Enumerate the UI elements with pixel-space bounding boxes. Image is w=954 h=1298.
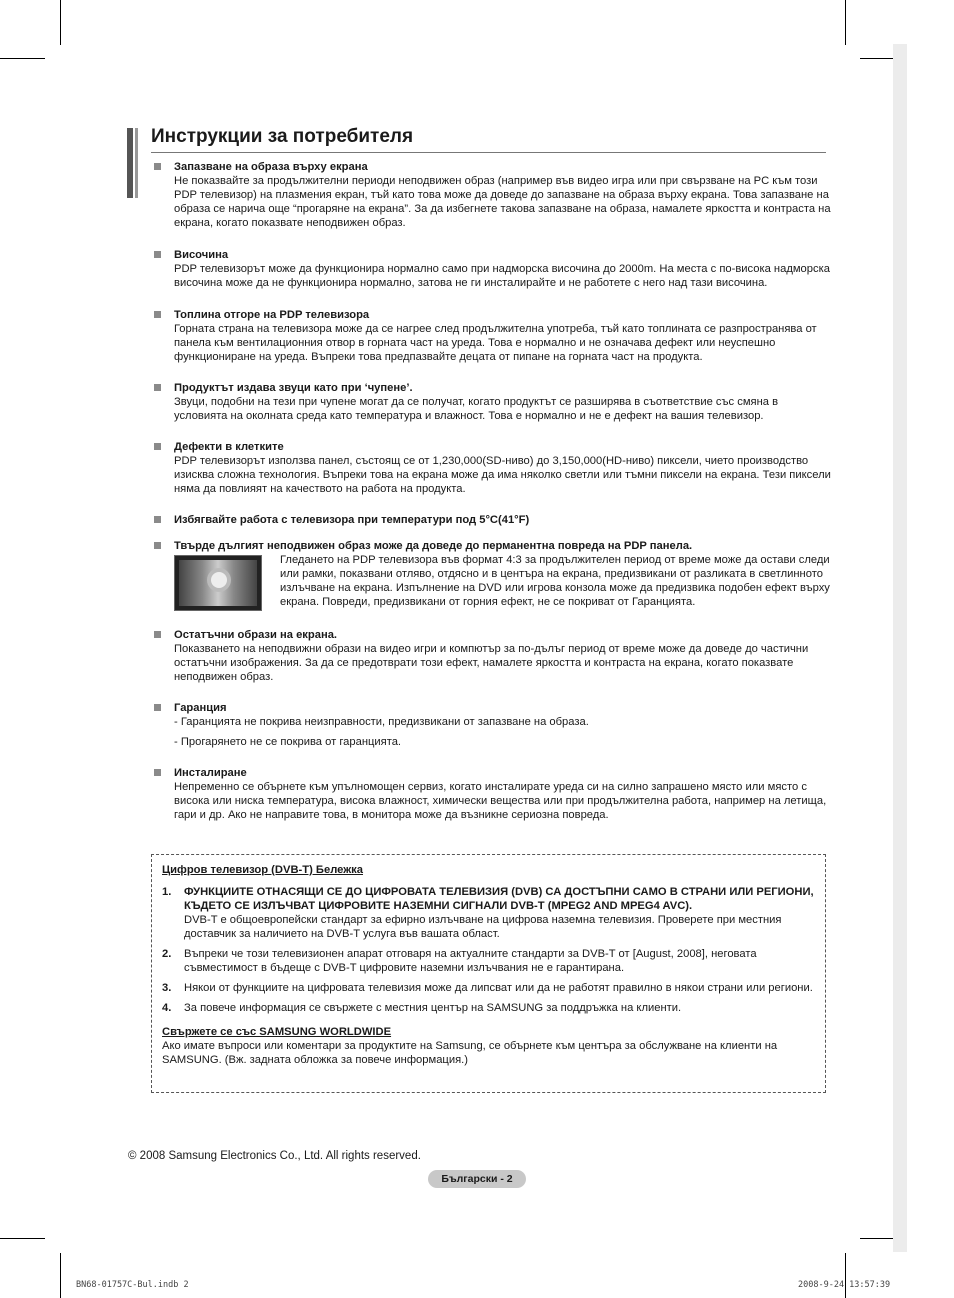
square-bullet-icon <box>154 542 161 549</box>
section-title: Височина <box>174 249 229 261</box>
section-title: Остатъчни образи на екрана. <box>174 629 338 641</box>
section-body: Горната страна на телевизора може да се нагрее след продължителна употреба, тъй като топлината се разпространява от панела към вентилационния отвор в горната част на уреда. Това е нормално и не означава дефект или неуспешно функциониране на уреда. Въпреки това предпазвайте децата от пипане на горната част на продукта. <box>174 323 817 363</box>
section-cell-defects <box>151 440 831 496</box>
crop-mark <box>0 1238 45 1239</box>
section-installation <box>151 766 831 822</box>
note-title: Цифров телевизор (DVB-T) Бележка <box>162 864 363 876</box>
section-cracking-noise <box>151 381 831 423</box>
static-image-block <box>174 553 831 611</box>
note-item-text: Въпреки че този телевизионен апарат отговаря на актуалните стандарти за DVB-T от [August, 2008], неговата съвместимост в бъдеще с DVB-T цифровите наземни излъчвания не е гарантирана. <box>184 948 757 974</box>
print-file-label: BN68-01757C-Bul.indb 2 <box>76 1280 189 1290</box>
note-item-heading: ФУНКЦИИТЕ ОТНАСЯЩИ СЕ ДО ЦИФРОВАТА ТЕЛЕВИЗИЯ (DVB) СА ДОСТЪПНИ САМО В СТРАНИ ИЛИ РЕГИОНИ, КЪДЕТО СЕ ИЗЛЪЧВАТ ЦИФРОВИТЕ НАЗЕМНИ СИГНАЛИ DVB-T (MPEG2 AND MPEG4 AVC). <box>184 886 814 912</box>
instructions-content <box>151 160 831 822</box>
section-title: Запазване на образа върху екрана <box>174 161 368 173</box>
note-item-text: DVB-T е общоевропейски стандарт за ефирно излъчване на цифрова наземна телевизия. Проверете при местния доставчик за наличието на DVB-T услуга във вашата област. <box>184 914 782 940</box>
warranty-line: - Прогарянето не се покрива от гаранцията. <box>174 736 402 748</box>
square-bullet-icon <box>154 384 161 391</box>
note-item <box>162 1001 815 1015</box>
crop-mark <box>60 0 61 45</box>
note-item-number: 1. <box>162 886 172 898</box>
section-altitude <box>151 248 831 290</box>
title-accent-bar <box>127 128 133 198</box>
section-body: Показването на неподвижни образи на видео игри и компютър за по-дълъг период от време може да доведе до частични остатъчни изображения. За да се предотврати този ефект, намалете яркостта и контраста на екрана, когато показвате неподвижен образ. <box>174 643 809 683</box>
copyright-text: © 2008 Samsung Electronics Co., Ltd. All rights reserved. <box>128 1150 421 1162</box>
contact-text: Ако имате въпроси или коментари за продуктите на Samsung, се обърнете към центъра за обслужване на клиенти на SAMSUNG. (Вж. задната обложка за повече информация.) <box>162 1040 778 1066</box>
note-item <box>162 885 815 941</box>
section-heat <box>151 308 831 364</box>
print-timestamp: 2008-9-24 13:57:39 <box>798 1280 891 1290</box>
square-bullet-icon <box>154 516 161 523</box>
section-temperature <box>151 513 831 527</box>
warranty-line: - Гаранцията не покрива неизправности, предизвикани от запазване на образа. <box>174 716 589 728</box>
section-title: Твърде дългият неподвижен образ може да доведе до перманентна повреда на PDP панела. <box>174 540 693 552</box>
page-number-badge: Български - 2 <box>428 1170 526 1188</box>
section-body: PDP телевизорът използва панел, състоящ се от 1,230,000(SD-ниво) до 3,150,000(HD-ниво) пиксели, чието производство изисква сложна технология. Въпреки това на екрана може да има няколко светли или тъмни пиксели на екрана. Тези пиксели няма да повлияят на качеството на работа на продукта. <box>174 455 831 495</box>
crop-mark <box>60 1253 61 1298</box>
note-item-number: 3. <box>162 982 172 994</box>
crop-mark <box>0 58 45 59</box>
note-item-number: 4. <box>162 1002 172 1014</box>
page-side-strip <box>893 44 907 1252</box>
section-image-retention <box>151 160 831 230</box>
crop-mark <box>845 1253 846 1298</box>
note-item <box>162 947 815 975</box>
contact-title: Свържете се със SAMSUNG WORLDWIDE <box>162 1026 392 1038</box>
crop-mark <box>845 0 846 45</box>
section-afterimages <box>151 628 831 684</box>
title-accent-bar <box>135 128 138 198</box>
section-title: Избягвайте работа с телевизора при температури под 5°C(41°F) <box>174 514 530 526</box>
square-bullet-icon <box>154 631 161 638</box>
section-body: Звуци, подобни на тези при чупене могат да се получат, когато продуктът се разширява в съответствие със смяна в условията на околната среда като температура и влажност. Това е нормално и не е дефект на вашия телевизор. <box>174 396 779 422</box>
section-body: PDP телевизорът може да функционира нормално само при надморска височина до 2000m. На места с по-висока надморска височина може да не функционира нормално, затова не ги инсталирайте и не работете с него над тази височина. <box>174 263 830 289</box>
section-title: Продуктът издава звуци като при ‘чупене’. <box>174 382 413 394</box>
square-bullet-icon <box>154 769 161 776</box>
title-divider <box>151 152 826 153</box>
section-warranty <box>151 701 831 749</box>
section-body: Непременно се обърнете към упълномощен сервиз, когато инсталирате уреда си на силно запрашено място или място с висока или ниска температура, висока влажност, химически вещества или при продължителна работа, например на летища, гари и др. Ако не направите това, в монитора може да възникне сериозна повреда. <box>174 781 827 821</box>
dvb-t-note-box <box>151 854 826 1093</box>
tv-illustration <box>174 555 262 611</box>
section-title: Дефекти в клетките <box>174 441 284 453</box>
page-title: Инструкции за потребителя <box>151 126 414 147</box>
square-bullet-icon <box>154 311 161 318</box>
section-body: Гледането на PDP телевизора във формат 4:3 за продължителен период от време може да остави следи или рамки, показвани отляво, отдясно и в центъра на екрана, предизвикани от разликата в светлинното излъчване на екрана. Изпълнение на DVD или игрова конзола може да предизвика подобен ефект върху екрана. Повреди, предизвикани от горния ефект, не се покриват от Гаранцията. <box>280 554 830 608</box>
square-bullet-icon <box>154 163 161 170</box>
section-title: Топлина отгоре на PDP телевизора <box>174 309 370 321</box>
section-title: Гаранция <box>174 702 227 714</box>
note-item-text: Някои от функциите на цифровата телевизия може да липсват или да не работят правилно в някои страни или региони. <box>184 982 813 994</box>
square-bullet-icon <box>154 704 161 711</box>
section-body: Не показвайте за продължителни периоди неподвижен образ (например във видео игра или при свързване на PC към този PDP телевизор) на плазмения екран, тъй като това може да доведе до запазване на образа върху екрана. Това запазване на образа се нарича още “прогаряне на екрана”. За да избегнете такова запазване на образа, намалете яркостта и контраста на екрана, когато показвате неподвижен образ. <box>174 175 831 229</box>
section-static-image <box>151 539 831 611</box>
note-item-number: 2. <box>162 948 172 960</box>
note-item-text: За повече информация се свържете с местния център на SAMSUNG за поддръжка на клиенти. <box>184 1002 682 1014</box>
square-bullet-icon <box>154 251 161 258</box>
square-bullet-icon <box>154 443 161 450</box>
section-title: Инсталиране <box>174 767 247 779</box>
note-item <box>162 981 815 995</box>
flower-image <box>211 572 227 588</box>
